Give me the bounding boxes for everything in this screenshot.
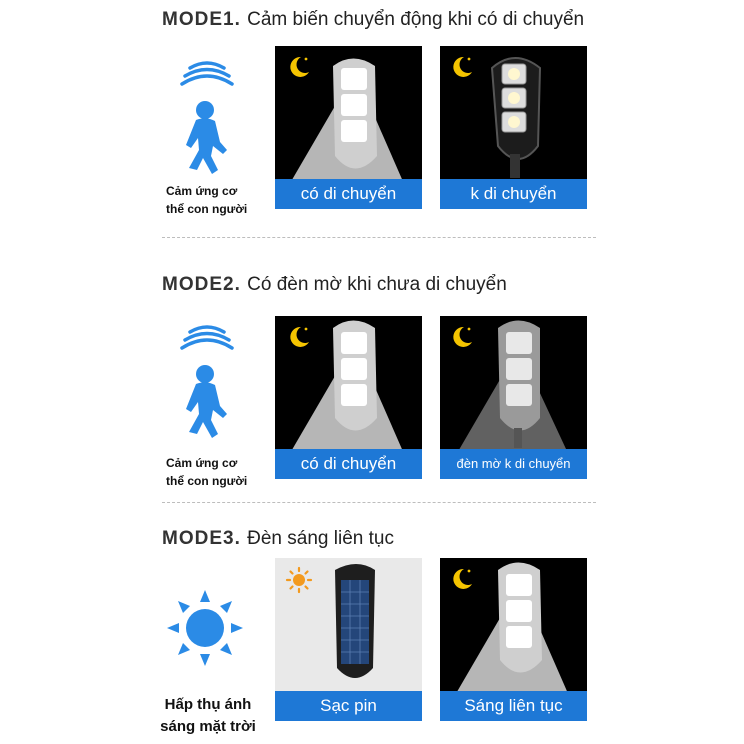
mode1-label-line1: Cảm ứng cơ (166, 184, 238, 198)
section-divider (162, 502, 596, 503)
mode3-title (162, 528, 394, 550)
moon-icon (285, 54, 311, 80)
mode2-label: MODE2. (162, 274, 241, 295)
mode2-description: Có đèn mờ khi chưa di chuyển (247, 274, 507, 295)
moon-icon (448, 324, 474, 350)
mode1-sensor-label (166, 182, 276, 218)
mode3-sun-label (148, 694, 268, 738)
moon-icon (448, 566, 474, 592)
moon-icon (448, 54, 474, 80)
motion-sensor-person-icon (172, 58, 242, 176)
mode2-caption-dim: đèn mờ k di chuyển (440, 449, 587, 479)
mode3-caption-charging: Sạc pin (275, 691, 422, 721)
mode2-label-line2: thể con người (166, 474, 248, 488)
mode2-title (162, 274, 507, 296)
mode3-label-line2: sáng mặt trời (160, 718, 256, 735)
section-divider (162, 237, 596, 238)
mode3-panel-charging (275, 558, 422, 721)
sun-icon (165, 588, 245, 668)
mode1-label-line2: thể con người (166, 202, 248, 216)
mode2-caption-motion: có di chuyển (275, 449, 422, 479)
mode1-panel-no-motion (440, 46, 587, 209)
moon-icon (285, 324, 311, 350)
mode1-label: MODE1. (162, 9, 241, 30)
mode3-panel-continuous (440, 558, 587, 721)
mode1-caption-motion: có di chuyển (275, 179, 422, 209)
mode1-description: Cảm biến chuyển động khi có di chuyển (247, 9, 585, 30)
sun-icon (285, 566, 313, 594)
mode2-label-line1: Cảm ứng cơ (166, 456, 238, 470)
mode3-label-line1: Hấp thụ ánh (164, 696, 252, 713)
mode1-title (162, 9, 584, 31)
mode3-label: MODE3. (162, 528, 241, 549)
mode1-panel-motion (275, 46, 422, 209)
mode2-panel-motion (275, 316, 422, 479)
mode3-caption-continuous: Sáng liên tục (440, 691, 587, 721)
mode3-description: Đèn sáng liên tục (247, 528, 394, 549)
mode1-caption-no-motion: k di chuyển (440, 179, 587, 209)
mode2-panel-dim (440, 316, 587, 479)
mode2-sensor-label (166, 454, 276, 490)
motion-sensor-person-icon (172, 322, 242, 440)
